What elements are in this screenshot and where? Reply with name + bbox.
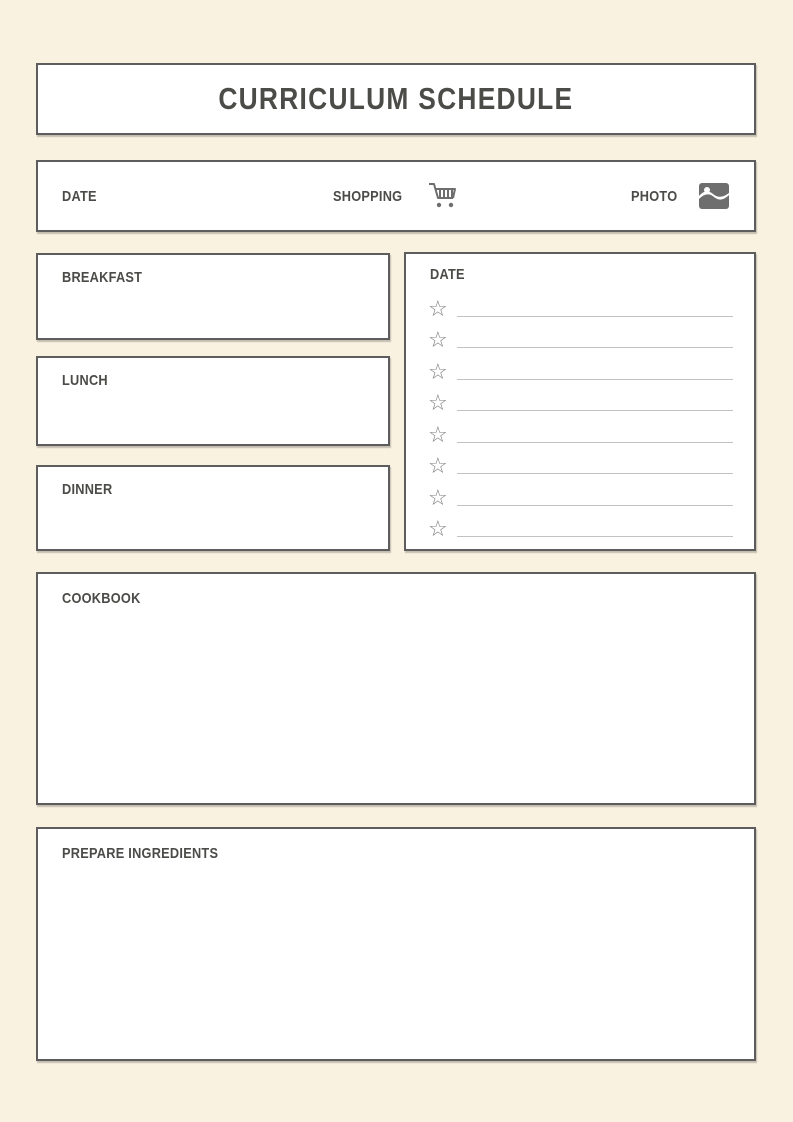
prepare-ingredients-box[interactable] xyxy=(36,827,756,1061)
star-icon: ☆ xyxy=(428,422,448,448)
cookbook-label: COOKBOOK xyxy=(62,590,141,607)
date-list-row[interactable] xyxy=(428,478,733,511)
date-list-row[interactable] xyxy=(428,509,733,542)
breakfast-label: BREAKFAST xyxy=(62,269,143,286)
shopping-section xyxy=(333,181,459,211)
date-list-row[interactable] xyxy=(428,352,733,385)
shopping-cart-icon xyxy=(427,181,459,211)
date-list-row[interactable] xyxy=(428,289,733,322)
title-box xyxy=(36,63,756,135)
star-icon: ☆ xyxy=(428,297,448,322)
lunch-box[interactable] xyxy=(36,356,390,446)
cookbook-box[interactable] xyxy=(36,572,756,805)
prepare-ingredients-label: PREPARE INGREDIENTS xyxy=(62,845,219,862)
date-list-row[interactable] xyxy=(428,320,733,354)
write-line[interactable] xyxy=(457,347,733,348)
breakfast-box[interactable] xyxy=(36,253,390,340)
write-line[interactable] xyxy=(457,410,733,411)
star-icon: ☆ xyxy=(428,516,448,542)
photo-icon xyxy=(698,182,730,210)
dinner-box[interactable] xyxy=(36,465,390,551)
date-list-row[interactable] xyxy=(428,383,733,417)
write-line[interactable] xyxy=(457,473,733,474)
page-title: CURRICULUM SCHEDULE xyxy=(218,81,574,116)
lunch-label: LUNCH xyxy=(62,372,108,389)
star-icon: ☆ xyxy=(428,328,448,354)
date-label: DATE xyxy=(62,187,97,205)
star-icon: ☆ xyxy=(428,485,448,511)
write-line[interactable] xyxy=(457,536,733,537)
star-icon: ☆ xyxy=(428,454,448,480)
photo-label: PHOTO xyxy=(631,187,678,205)
photo-section xyxy=(631,182,730,210)
date-list-rows xyxy=(428,289,733,542)
write-line[interactable] xyxy=(457,379,733,380)
write-line[interactable] xyxy=(457,442,733,443)
star-icon: ☆ xyxy=(428,391,448,417)
info-bar[interactable] xyxy=(36,160,756,232)
star-icon: ☆ xyxy=(428,359,448,385)
date-list-label: DATE xyxy=(430,266,465,283)
write-line[interactable] xyxy=(457,316,733,317)
shopping-label: SHOPPING xyxy=(333,187,403,205)
write-line[interactable] xyxy=(457,505,733,506)
date-list-row[interactable] xyxy=(428,415,733,448)
dinner-label: DINNER xyxy=(62,481,113,498)
date-list-row[interactable] xyxy=(428,446,733,480)
date-list-box xyxy=(404,252,756,551)
